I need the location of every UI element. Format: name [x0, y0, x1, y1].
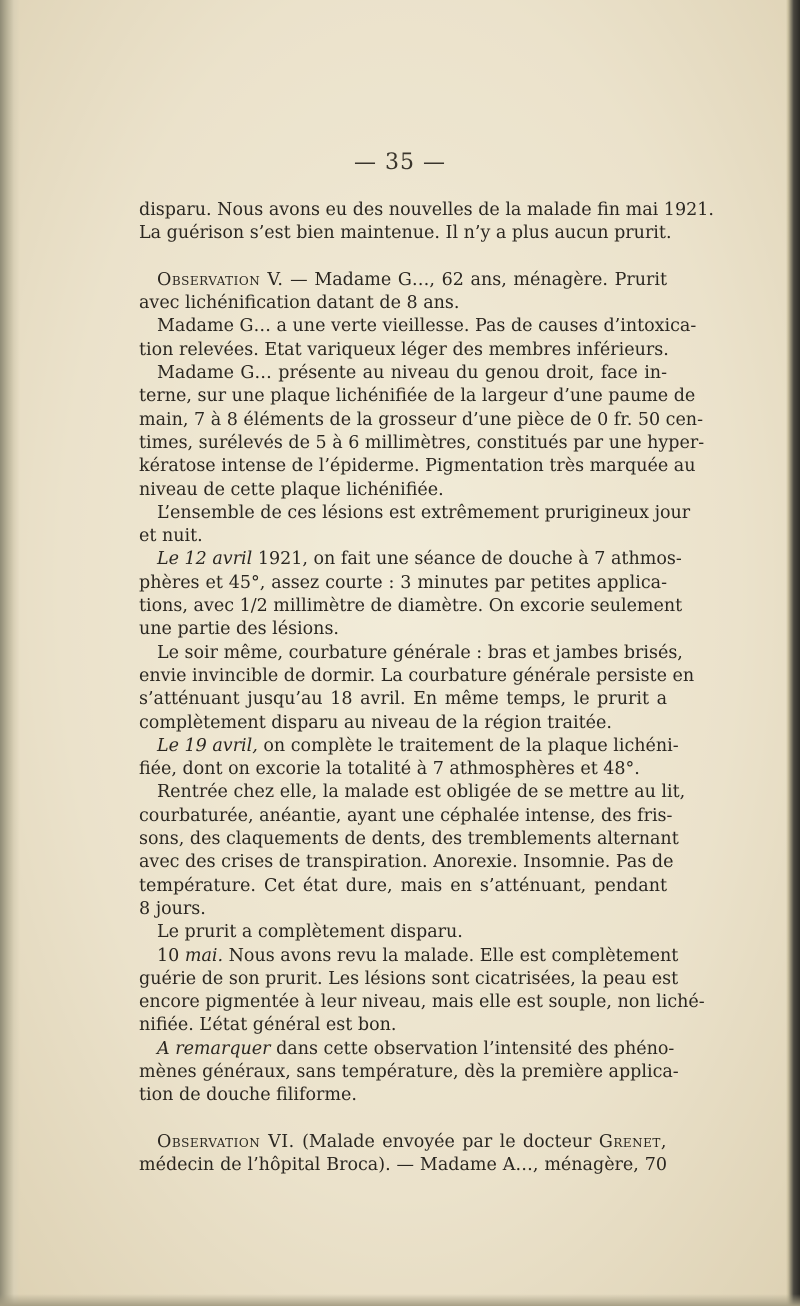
text-span: (Malade envoyée par le docteur [294, 1131, 599, 1152]
body-text [139, 199, 714, 1177]
text-line: times, surélevés de 5 à 6 millimètres, constitués par une hyper- [139, 432, 705, 453]
page-bottom-edge [0, 1294, 800, 1306]
text-line: fiée, dont on excorie la totalité à 7 athmosphères et 48°. [139, 759, 640, 780]
text-line: Madame G… présente au niveau du genou droit, face in- [157, 363, 667, 384]
text-line: avec des crises de transpiration. Anorexie. Insomnie. Pas de [139, 852, 674, 873]
text-line: terne, sur une plaque lichénifiée de la largeur d’une paume de [139, 386, 696, 407]
text-line: guérie de son prurit. Les lésions sont cicatrisées, la peau est [139, 968, 679, 989]
small-caps-heading: Observation VI. [157, 1131, 295, 1152]
text-line [139, 945, 679, 968]
text-line: une partie des lésions. [139, 619, 339, 640]
text-line: courbaturée, anéantie, ayant une céphalée intense, des fris- [139, 805, 673, 826]
text-line [139, 1038, 675, 1061]
small-caps-heading: Observation V. [157, 269, 284, 290]
text-line: disparu. Nous avons eu des nouvelles de la malade fin mai 1921. [139, 200, 714, 220]
text-span: 10 [157, 945, 185, 966]
text-line: s’atténuant jusqu’au 18 avril. En même temps, le prurit a [139, 689, 667, 710]
text-span: Nous avons revu la malade. Elle est complètement [223, 945, 679, 966]
text-line: phères et 45°, assez courte : 3 minutes par petites applica- [139, 572, 667, 593]
text-line: Madame G… a une verte vieillesse. Pas de causes d’intoxica- [157, 316, 697, 337]
text-line: niveau de cette plaque lichénifiée. [139, 479, 444, 500]
text-line [139, 269, 667, 292]
text-line: kératose intense de l’épiderme. Pigmentation très marquée au [139, 456, 696, 477]
text-line: tion relevées. Etat variqueux léger des membres inférieurs. [139, 339, 669, 360]
text-line: Le soir même, courbature générale : bras et jambes brisés, [157, 642, 683, 663]
text-line: complètement disparu au niveau de la région traitée. [139, 712, 612, 733]
paragraph-gap [139, 1108, 667, 1131]
text-line: 8 jours. [139, 898, 206, 919]
text-line: mènes généraux, sans température, dès la première applica- [139, 1061, 679, 1082]
text-line: Le prurit a complètement disparu. [157, 922, 463, 943]
text-span: dans cette observation l’intensité des phéno- [270, 1038, 675, 1059]
small-caps-heading: Grenet, [598, 1131, 667, 1152]
paragraph-gap [139, 246, 667, 269]
text-line [139, 735, 679, 758]
text-line: main, 7 à 8 éléments de la grosseur d’une pièce de 0 fr. 50 cen- [139, 409, 703, 430]
text-line: sons, des claquements de dents, des tremblements alternant [139, 829, 679, 850]
text-line: envie invincible de dormir. La courbature générale persiste en [139, 665, 695, 686]
italic-text: Le 19 avril, [157, 735, 258, 756]
text-line [139, 1131, 667, 1154]
text-line: médecin de l’hôpital Broca). — Madame A…, ménagère, 70 [139, 1155, 667, 1176]
text-span: 1921, on fait une séance de douche à 7 athmos- [252, 549, 682, 570]
text-line: tions, avec 1/2 millimètre de diamètre. On excorie seulement [139, 596, 683, 617]
page-right-edge [786, 0, 800, 1306]
text-line: tion de douche filiforme. [139, 1085, 357, 1106]
text-line: Rentrée chez elle, la malade est obligée de se mettre au lit, [157, 782, 686, 803]
italic-text: mai. [184, 945, 224, 966]
text-line: et nuit. [139, 526, 203, 547]
text-span: on complète le traitement de la plaque lichéni- [257, 735, 679, 756]
text-line [139, 548, 682, 571]
italic-text: Le 12 avril [157, 549, 253, 570]
page-number: — 35 — [354, 150, 446, 175]
text-line: encore pigmentée à leur niveau, mais elle est souple, non liché- [139, 992, 705, 1013]
page-binding-edge [0, 0, 20, 1306]
text-span: — Madame G…, 62 ans, ménagère. Prurit [283, 269, 667, 290]
text-line: avec lichénification datant de 8 ans. [139, 293, 460, 314]
text-line: température. Cet état dure, mais en s’atténuant, pendant [139, 875, 667, 896]
text-line: La guérison s’est bien maintenue. Il n’y a plus aucun prurit. [139, 223, 672, 244]
text-line: L’ensemble de ces lésions est extrêmement prurigineux jour [157, 502, 691, 523]
text-line: nifiée. L’état général est bon. [139, 1015, 397, 1036]
italic-text: A remarquer [157, 1038, 271, 1059]
